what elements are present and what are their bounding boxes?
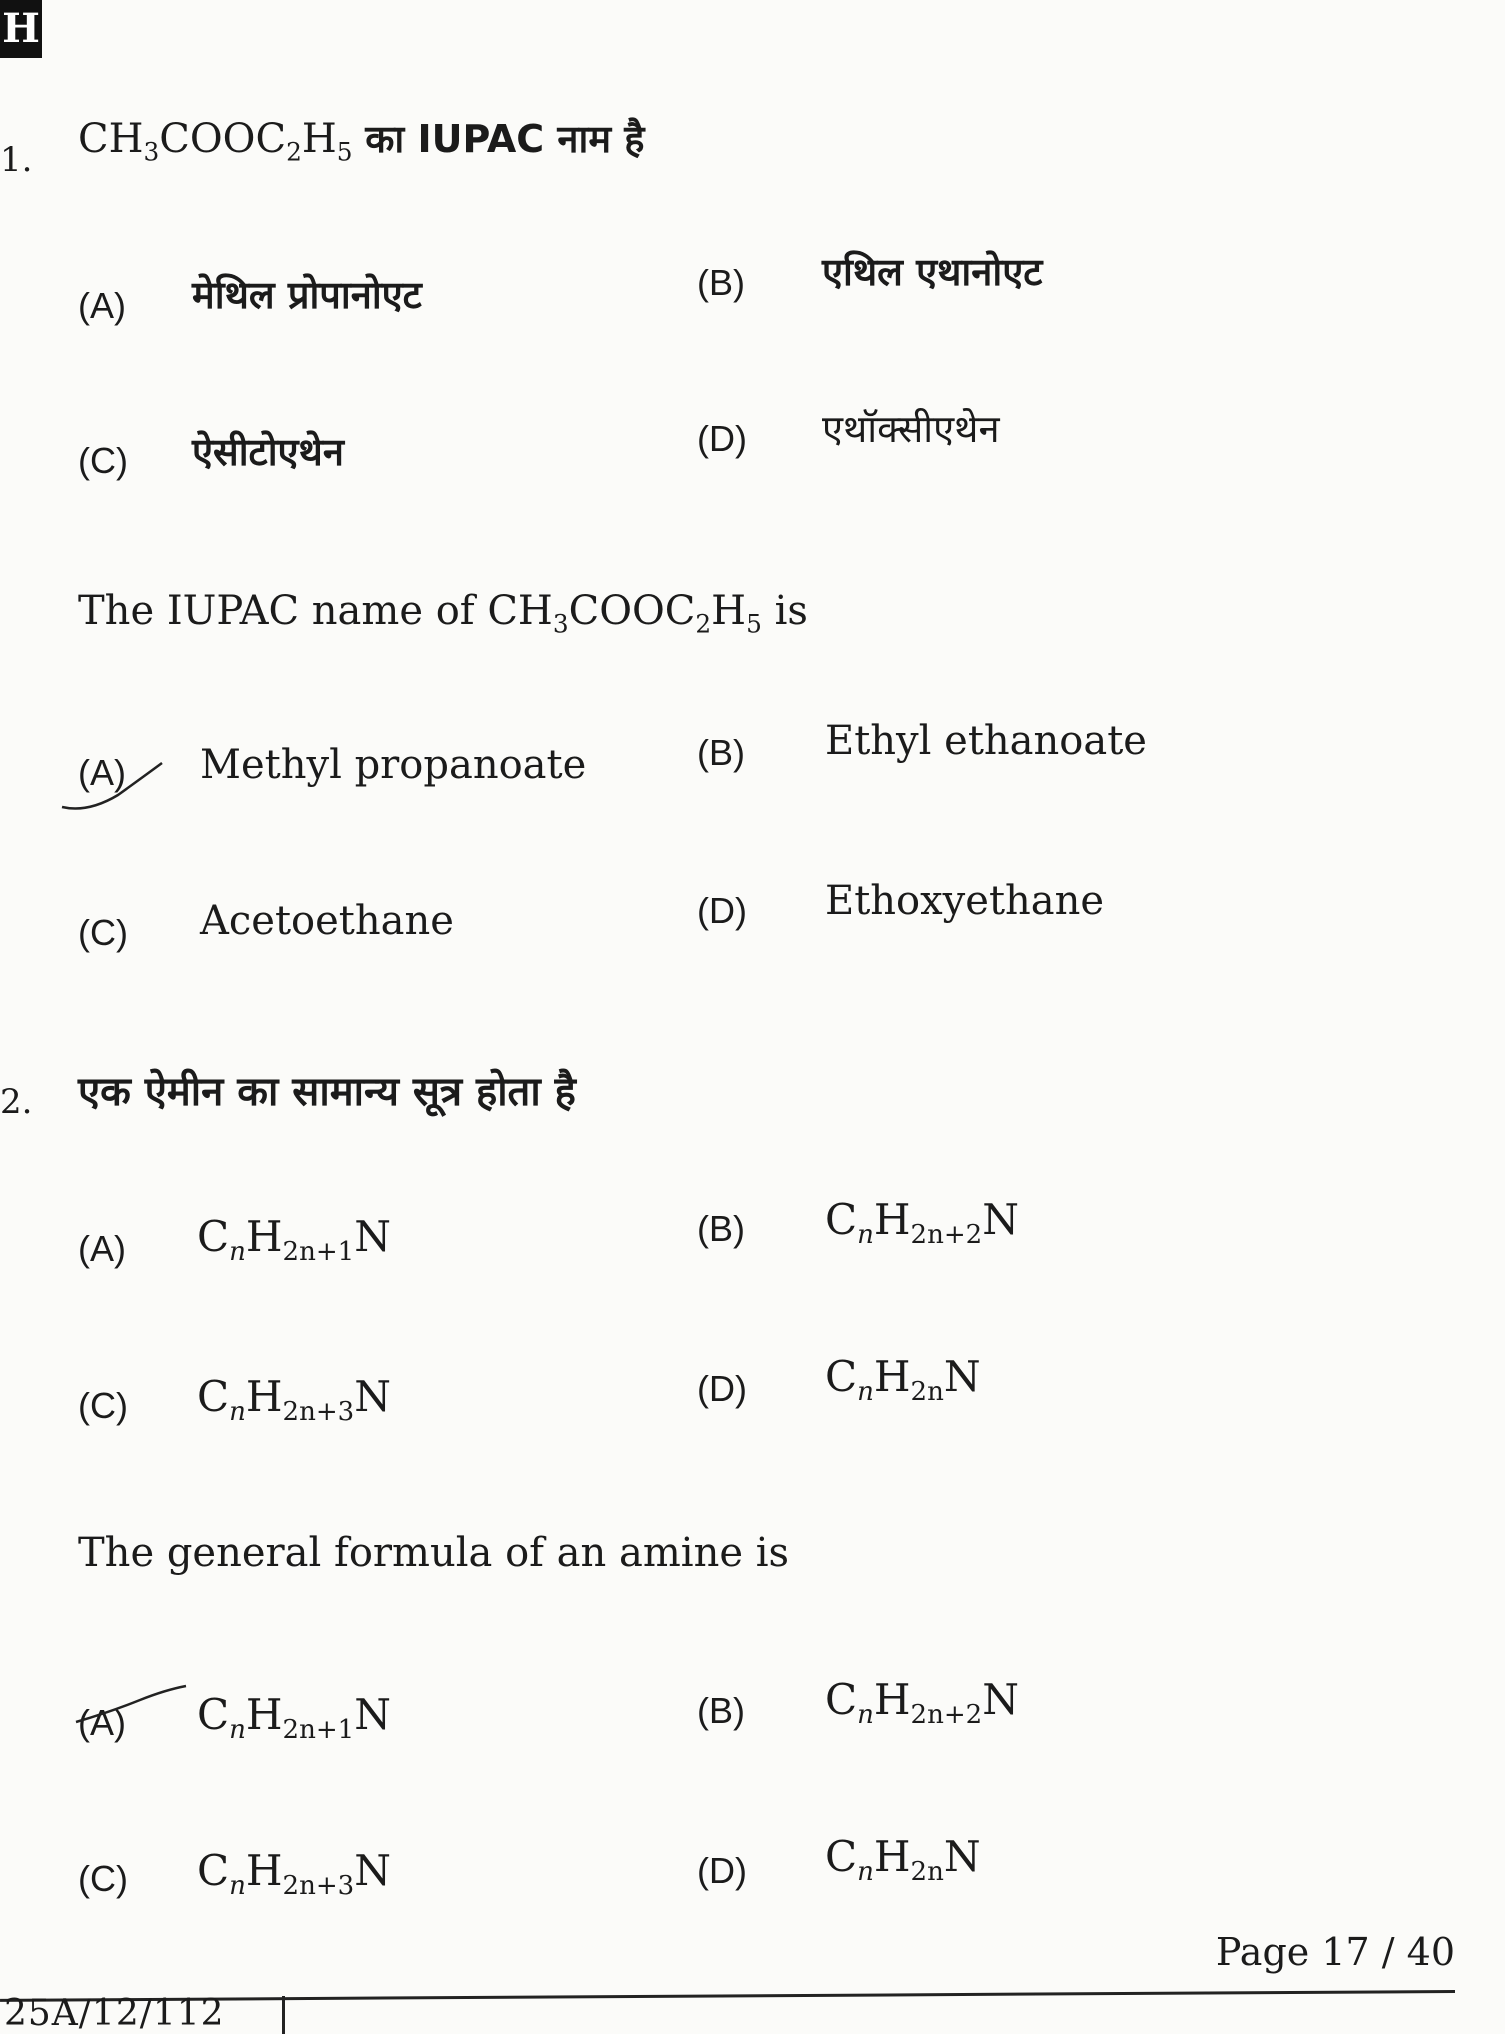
code-divider: [282, 1996, 285, 2034]
f-h: H: [873, 1832, 911, 1881]
q1-en-option-a-text: Methyl propanoate: [200, 742, 587, 788]
q2-hi-option-b-formula: [825, 1195, 1019, 1251]
f-nn: N: [354, 1846, 391, 1895]
q1-en-option-d-label[interactable]: (D): [697, 890, 747, 931]
q2-en-option-d-formula: [825, 1832, 981, 1888]
f-sub: 2n+2: [910, 1700, 983, 1731]
f-c: C: [197, 1690, 230, 1739]
q2-hi-option-a-label[interactable]: (A): [78, 1228, 126, 1269]
f-n: n: [229, 1397, 246, 1428]
f-nn: N: [982, 1675, 1019, 1724]
formula-ch: CH: [78, 116, 144, 162]
question-2-hindi-stem: एक ऐमीन का सामान्य सूत्र होता है: [78, 1069, 576, 1115]
q2-en-option-b-label[interactable]: (B): [697, 1690, 745, 1731]
f-n: n: [857, 1220, 874, 1251]
q2-hi-option-d-label[interactable]: (D): [697, 1368, 747, 1409]
q2-hi-option-c-formula: [197, 1372, 391, 1428]
f-n: n: [857, 1857, 874, 1888]
f-n: n: [857, 1377, 874, 1408]
f-nn: N: [354, 1372, 391, 1421]
formula-cooc: COOC: [568, 588, 696, 634]
page-number: Page 17 / 40: [1215, 1930, 1455, 1974]
q2-en-option-c-formula: [197, 1846, 391, 1902]
q1-en-option-a-label[interactable]: (A): [78, 752, 126, 793]
question-number-1: 1.: [0, 140, 33, 180]
question-number-2: 2.: [0, 1082, 33, 1122]
q1-en-option-b-label[interactable]: (B): [697, 732, 745, 773]
q2-hi-option-d-formula: [825, 1352, 981, 1408]
f-h: H: [245, 1846, 283, 1895]
f-h: H: [873, 1675, 911, 1724]
formula-cooc: COOC: [159, 116, 287, 162]
f-nn: N: [354, 1212, 391, 1261]
f-nn: N: [982, 1195, 1019, 1244]
sub-2: 2: [695, 609, 712, 639]
q1-en-option-d-text: Ethoxyethane: [825, 878, 1105, 924]
question-2-english-stem: The general formula of an amine is: [78, 1530, 790, 1576]
q2-en-option-c-label[interactable]: (C): [78, 1858, 128, 1899]
f-sub: 2n+3: [282, 1397, 355, 1428]
f-sub: 2n+1: [282, 1715, 355, 1746]
q2-en-option-a-label[interactable]: (A): [78, 1702, 126, 1743]
formula-h: H: [301, 116, 337, 162]
f-c: C: [825, 1675, 858, 1724]
paper-code: 25A/12/112: [4, 1993, 225, 2034]
q1-en-option-c-label[interactable]: (C): [78, 912, 128, 953]
f-sub: 2n+1: [282, 1237, 355, 1268]
section-marker: H: [0, 0, 42, 58]
q1-hi-option-b-label[interactable]: (B): [697, 262, 745, 303]
formula-h: H: [711, 588, 747, 634]
sub-3: 3: [552, 609, 569, 639]
q2-en-option-d-label[interactable]: (D): [697, 1850, 747, 1891]
q1-hi-option-c-label[interactable]: (C): [78, 440, 128, 481]
f-sub: 2n: [910, 1857, 944, 1888]
f-c: C: [825, 1195, 858, 1244]
q1-hi-option-a-label[interactable]: (A): [78, 285, 126, 326]
f-c: C: [197, 1846, 230, 1895]
f-h: H: [245, 1690, 283, 1739]
f-h: H: [873, 1352, 911, 1401]
q1-hi-option-d-text: एथॉक्सीएथेन: [822, 407, 1000, 451]
q1-en-option-c-text: Acetoethane: [200, 898, 454, 944]
question-1-hindi-stem: [78, 112, 645, 167]
sub-5: 5: [746, 609, 762, 639]
q2-hi-option-c-label[interactable]: (C): [78, 1385, 128, 1426]
q2-hi-option-b-label[interactable]: (B): [697, 1208, 745, 1249]
sub-5: 5: [336, 137, 353, 167]
f-sub: 2n+2: [910, 1220, 983, 1251]
f-n: n: [229, 1715, 246, 1746]
q1-hi-option-c-text: ऐसीटोएथेन: [192, 430, 344, 474]
f-c: C: [197, 1212, 230, 1261]
f-nn: N: [943, 1832, 981, 1881]
english-stem-prefix: The IUPAC name of CH: [78, 588, 553, 634]
f-n: n: [229, 1871, 246, 1902]
q2-en-option-b-formula: [825, 1675, 1019, 1731]
f-nn: N: [354, 1690, 391, 1739]
f-c: C: [825, 1832, 858, 1881]
f-h: H: [245, 1372, 283, 1421]
q1-hi-option-d-label[interactable]: (D): [697, 418, 747, 459]
hindi-stem-text: का IUPAC नाम है: [365, 117, 645, 161]
question-1-english-stem: [78, 588, 808, 639]
q1-hi-option-b-text: एथिल एथानोएट: [822, 250, 1043, 294]
english-stem-suffix: is: [774, 588, 808, 634]
f-sub: 2n: [910, 1377, 944, 1408]
f-n: n: [229, 1237, 246, 1268]
f-c: C: [825, 1352, 858, 1401]
sub-3: 3: [143, 137, 160, 167]
f-h: H: [245, 1212, 283, 1261]
q1-hi-option-a-text: मेथिल प्रोपानोएट: [192, 273, 422, 317]
q2-en-option-a-formula: [197, 1690, 391, 1746]
answer-tick-mark-icon: [70, 1682, 190, 1732]
q2-hi-option-a-formula: [197, 1212, 391, 1268]
answer-tick-mark-icon: [58, 755, 168, 815]
f-h: H: [873, 1195, 911, 1244]
f-nn: N: [943, 1352, 981, 1401]
f-sub: 2n+3: [282, 1871, 355, 1902]
f-n: n: [857, 1700, 874, 1731]
sub-2: 2: [286, 137, 302, 167]
f-c: C: [197, 1372, 230, 1421]
q1-en-option-b-text: Ethyl ethanoate: [825, 718, 1147, 764]
